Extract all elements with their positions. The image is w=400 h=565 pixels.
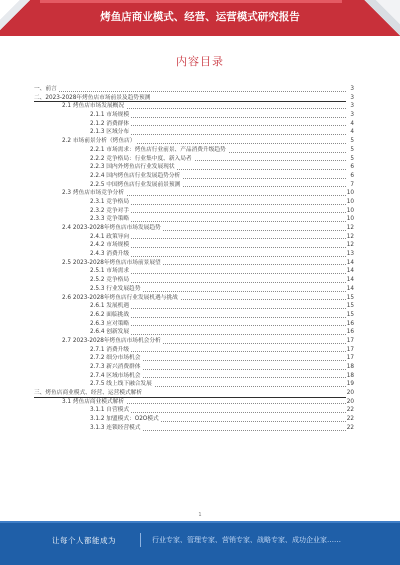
toc-entry[interactable] [34,155,354,164]
toc-entry-page: 14 [346,277,354,284]
toc-entry-page: 3 [350,86,354,92]
toc-entry-text: 2.2 市场前景分析（烤鱼店） [62,138,136,145]
toc-entry-text: 2.1.3 区域分布 [90,129,130,136]
toc-entry-page: 10 [346,216,354,223]
toc-leader-dots [34,91,346,92]
toc-entry-text: 2.7 2023-2028年烤鱼店市场机会分析 [62,337,161,344]
page-number: 1 [198,512,202,518]
report-title: 烤鱼店商业模式、经营、运营模式研究报告 [100,11,300,23]
toc-entry-text: 3.1.3 连锁经营模式 [90,424,141,431]
toc-entry-page: 12 [346,242,354,249]
toc-entry-page: 17 [346,355,354,362]
toc-entry-page: 4 [350,120,354,127]
toc-entry[interactable] [34,137,354,146]
toc-entry-text: 2.7.4 区域市场机会 [90,372,141,379]
toc-entry[interactable] [34,207,354,216]
toc-entry[interactable] [34,120,354,129]
toc-entry[interactable] [34,398,354,407]
toc-entry-page: 6 [350,172,354,179]
toc-entry[interactable] [34,224,354,233]
toc-entry-page: 16 [346,320,354,327]
toc-entry-text: 2.3.2 竞争对手 [90,207,130,214]
toc-entry-page: 4 [350,129,354,136]
toc-entry[interactable] [34,128,354,137]
toc-entry-page: 14 [346,259,354,266]
toc-entry-text: 2.1 烤鱼店市场发展概况 [62,103,125,110]
toc-entry[interactable] [34,406,354,415]
toc-entry[interactable] [34,102,354,111]
toc-entry-text: 2.4.3 消费升级 [90,251,130,258]
toc-entry-page: 15 [346,294,354,301]
toc-entry-page: 12 [346,225,354,231]
toc-entry-text: 一、前言 [34,86,57,92]
toc-entry-text: 2.5.3 行业发展趋势 [90,285,141,292]
toc-entry-text: 2.6.3 应对策略 [90,320,130,327]
toc-entry-text: 2.6 2023-2028年烤鱼店行业发展机遇与挑战 [62,294,178,301]
toc-entry[interactable] [34,276,354,285]
toc-entry-page: 14 [346,268,354,275]
toc-entry-page: 5 [350,138,354,145]
toc-entry-page: 20 [346,390,354,397]
toc-entry-text: 2.2.5 中国烤鱼店行业发展前景预测 [90,181,181,188]
toc-entry[interactable] [34,259,354,268]
toc-entry[interactable] [34,380,354,389]
toc-entry-text: 2.7.2 细分市场机会 [90,355,141,362]
report-header [0,0,400,36]
toc-entry-text: 三、烤鱼店商业模式、经营、运营模式解析 [34,390,143,397]
toc-entry-page: 14 [346,285,354,292]
toc-entry[interactable] [34,346,354,355]
toc-entry-text: 3.1.2 加盟模式：O2O模式 [90,416,159,423]
toc-entry-page: 17 [346,337,354,344]
toc-entry[interactable] [34,320,354,329]
toc-entry[interactable] [34,241,354,250]
footer-slogan: 让每个人都能成为 [52,536,116,545]
toc-entry[interactable] [34,181,354,190]
toc-entry-text: 2.4 2023-2028年烤鱼店市场发展趋势 [62,225,161,231]
toc-entry-text: 2.5 2023-2028年烤鱼店市场前景展望 [62,259,161,266]
toc-entry-page: 3 [350,112,354,119]
toc-entry-page: 18 [346,364,354,370]
toc-entry-page: 10 [346,207,354,214]
toc-entry[interactable] [34,94,354,103]
toc-entry-text: 2.2.4 国内烤鱼店行业发展趋势分析 [90,172,181,179]
toc-entry-text: 2.4.1 政策导向 [90,233,130,240]
toc-entry-text: 2.2.3 国内外烤鱼店行业发展现状 [90,164,175,171]
toc-entry-text: 2.4.2 市场规模 [90,242,130,249]
toc-entry-text: 2.2.2 竞争格局：行业集中度、新入局者 [90,155,192,162]
toc-entry-page: 10 [346,190,354,197]
toc-entry-text: 3.1.1 自营模式 [90,407,130,414]
toc-entry-page: 19 [346,381,354,388]
toc-leader-dots [34,397,346,398]
toc-entry-page: 22 [346,407,354,414]
toc-entry[interactable] [34,146,354,155]
toc-entry[interactable] [34,189,354,198]
toc-entry-text: 二、2023-2028年烤鱼店市场前景及趋势预测 [34,94,151,101]
footer-banner [0,521,400,565]
toc-entry-text: 2.5.1 市场需求 [90,268,130,275]
toc-entry[interactable] [34,233,354,242]
toc-entry-page: 15 [346,311,354,318]
toc-entry[interactable] [34,163,354,172]
toc-entry[interactable] [34,85,354,94]
toc-entry[interactable] [34,363,354,372]
toc-entry-page: 3 [350,103,354,110]
toc-entry[interactable] [34,294,354,303]
header-top-strip [0,0,400,3]
toc-entry-page: 5 [350,155,354,162]
toc-entry[interactable] [34,337,354,346]
toc-entry-page: 20 [346,398,354,405]
toc-entry[interactable] [34,354,354,363]
toc-entry[interactable] [34,389,354,398]
toc-entry-page: 12 [346,233,354,240]
footer-divider [140,533,141,547]
toc-entry[interactable] [34,424,354,433]
toc-entry[interactable] [34,172,354,181]
toc-title: 内容目录 [176,55,224,68]
toc-entry-page: 15 [346,303,354,310]
toc-entry-text: 2.3 烤鱼店市场竞争分析 [62,190,125,197]
toc-entry-page: 18 [346,372,354,379]
toc-entry-page: 13 [346,251,354,258]
footer-stripe [0,521,400,523]
toc-entry-text: 2.7.3 新兴消费群体 [90,364,141,370]
toc-entry[interactable] [34,302,354,311]
toc-entry-page: 22 [346,416,354,423]
toc-entry[interactable] [34,372,354,381]
toc-entry-page: 22 [346,424,354,431]
toc-entry-page: 16 [346,329,354,336]
footer-tagline: 行业专家、管理专家、营销专家、战略专家、成功企业家…… [152,536,341,544]
toc-entry-text: 2.2.1 市场需求：烤鱼店行业前景、产品消费升级趋势 [90,146,226,153]
toc-entry-page: 3 [350,94,354,101]
toc-entry-text: 2.5.2 竞争格局 [90,277,130,284]
toc-entry-text: 2.3.3 竞争策略 [90,216,130,223]
toc-entry-page: 5 [350,146,354,153]
toc-entry-text: 2.1.2 消费群体 [90,120,130,127]
toc-entry-text: 2.6.2 面临挑战 [90,311,130,318]
toc-entry[interactable] [34,328,354,337]
toc-entry[interactable] [34,311,354,320]
toc-entry-page: 7 [350,181,354,188]
toc-entry-page: 17 [346,346,354,353]
table-of-contents [34,85,354,433]
toc-entry[interactable] [34,250,354,259]
toc-entry[interactable] [34,111,354,120]
toc-entry-text: 2.6.1 发展机遇 [90,303,130,310]
toc-entry-page: 6 [350,164,354,171]
toc-entry-text: 2.7.1 消费升级 [90,346,130,353]
toc-entry[interactable] [34,415,354,424]
toc-entry[interactable] [34,285,354,294]
toc-entry-text: 2.6.4 创新发展 [90,329,130,336]
toc-entry[interactable] [34,267,354,276]
toc-entry-text: 2.1.1 市场规模 [90,112,130,119]
toc-entry-page: 10 [346,198,354,205]
toc-entry-text: 2.7.5 线上线下融合发展 [90,381,152,388]
toc-entry-text: 3.1 烤鱼店商业模式解析 [62,398,125,405]
toc-entry-text: 2.3.1 竞争格局 [90,198,130,205]
toc-entry[interactable] [34,198,354,207]
toc-entry[interactable] [34,215,354,224]
